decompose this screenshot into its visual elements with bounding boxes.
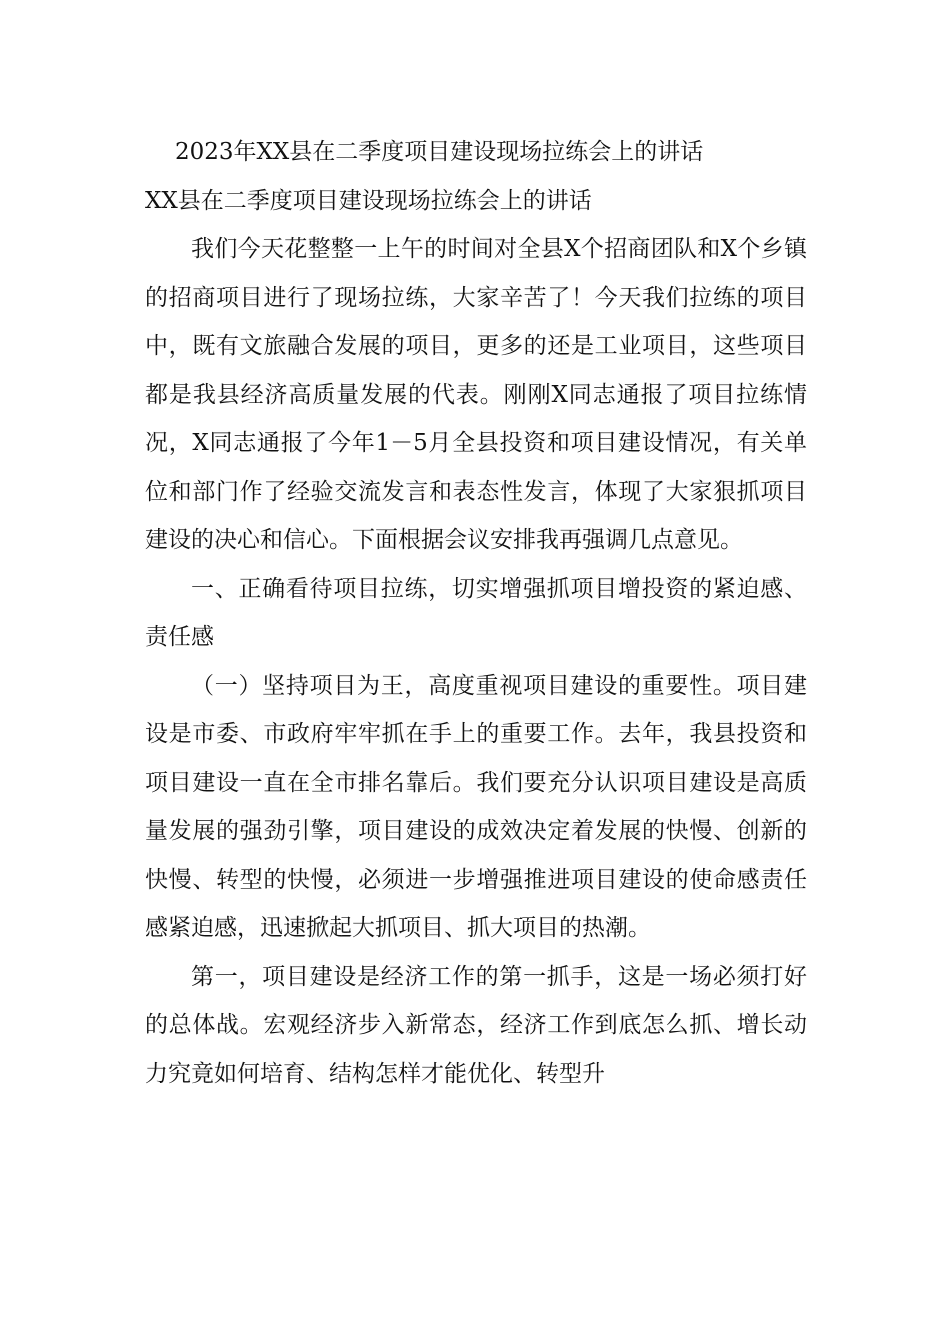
section-heading-1: 一、正确看待项目拉练，切实增强抓项目增投资的紧迫感、责任感 [145, 575, 807, 650]
body-paragraph-subsection-1: （一）坚持项目为王，高度重视项目建设的重要性。项目建设是市委、市政府牢牢抓在手上的重要工作。去年，我县投资和项目建设一直在全市排名靠后。我们要充分认识项目建设是高质量发展的强劲引擎，项目建设的成效决定着发展的快慢、创新的快慢、转型的快慢，必须进一步增强推进项目建设的使命感责任感紧迫感，迅速掀起大抓项目、抓大项目的热潮。 [145, 672, 807, 941]
document-subtitle: XX县在二季度项目建设现场拉练会上的讲话 [145, 187, 592, 214]
body-paragraph-point-1: 第一，项目建设是经济工作的第一抓手，这是一场必须打好的总体战。宏观经济步入新常态，经济工作到底怎么抓、增长动力究竟如何培育、结构怎样才能优化、转型升 [145, 963, 807, 1087]
document-page [145, 128, 807, 1098]
document-title: 2023年XX县在二季度项目建设现场拉练会上的讲话 [175, 139, 704, 165]
body-paragraph-intro: 我们今天花整整一上午的时间对全县X个招商团队和X个乡镇的招商项目进行了现场拉练，大家辛苦了！今天我们拉练的项目中，既有文旅融合发展的项目，更多的还是工业项目，这些项目都是我县经济高质量发展的代表。刚刚X同志通报了项目拉练情况，X同志通报了今年1－5月全县投资和项目建设情况，有关单位和部门作了经验交流发言和表态性发言，体现了大家狠抓项目建设的决心和信心。下面根据会议安排我再强调几点意见。 [145, 236, 807, 553]
